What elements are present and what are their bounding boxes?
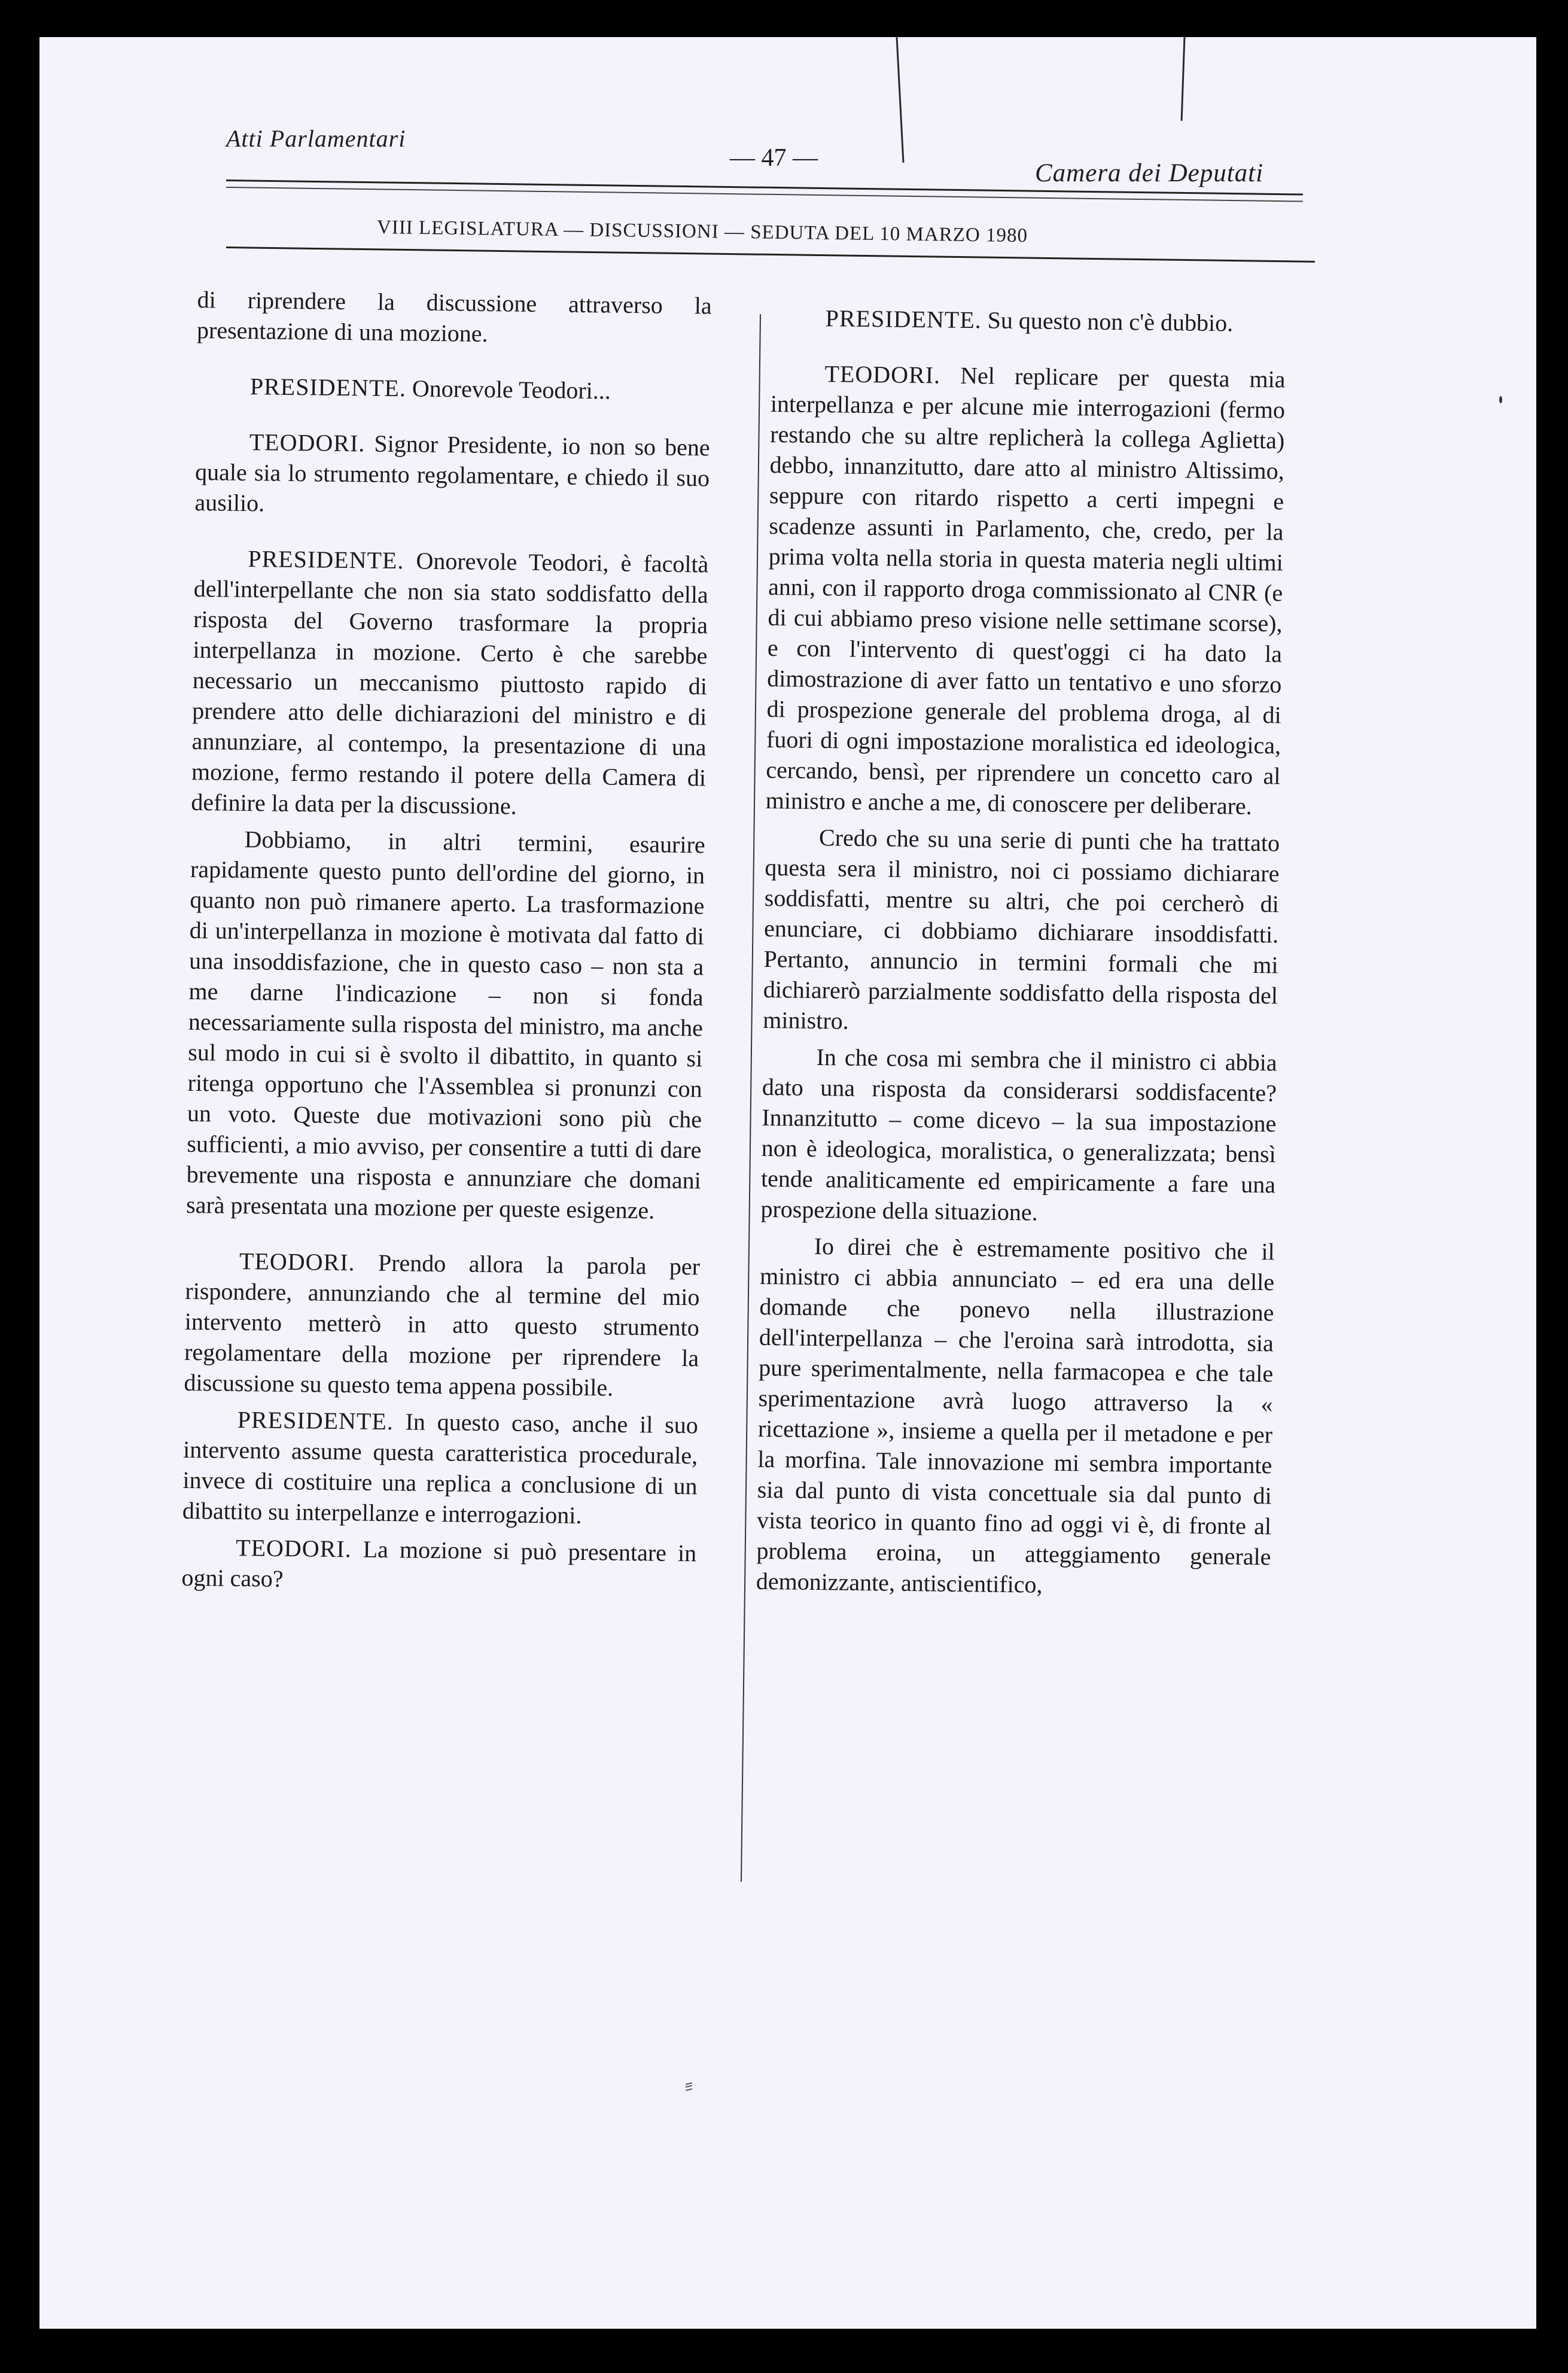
fold-mark (1181, 37, 1186, 121)
paragraph (181, 1532, 696, 1599)
speech-text: Su questo non c'è dubbio. (981, 306, 1234, 337)
paragraph (194, 426, 710, 524)
speaker-name: TEODORI. (239, 1247, 355, 1276)
speaker-name: PRESIDENTE. (249, 373, 407, 402)
speaker-name: TEODORI. (249, 428, 366, 457)
paragraph (191, 543, 709, 823)
paragraph (771, 302, 1286, 339)
paragraph (182, 1404, 698, 1532)
page-number: — 47 — (730, 144, 818, 172)
paragraph (196, 370, 711, 407)
speech-text: Prendo allora la parola per rispondere, annunziando che al termine del mio intervento metterò in atto questo strumento regolamentare della mozione per riprendere la discussione su questo tema appena possibile. (184, 1249, 701, 1401)
paragraph: Credo che su una serie di punti che ha trattato questa sera il ministro, noi ci possiamo dichiarare soddisfatti, mentre su altri, che poi cercherò di enunciare, ci dobbiamo dichiarare insoddisfatti. Pertanto, annuncio in termini formali che mi dichiarerò parzialmente soddisfatto della risposta del ministro. (763, 824, 1280, 1035)
fold-mark (896, 37, 905, 163)
speaker-name: TEODORI. (235, 1534, 352, 1563)
speaker-name: PRESIDENTE. (248, 545, 404, 574)
paragraph: di riprendere la discussione attraverso la presentazione di una mozione. (196, 285, 712, 347)
speech-text: Onorevole Teodori, è facoltà dell'interpellante che non sia stato soddisfatto della risposta del Governo trasformare la propria interpellanza in mozione. Certo è che sarebbe necessario un meccanismo piuttosto rapido di prendere atto delle dichiarazioni del ministro e di annunziare, al contempo, la presentazione di una mozione, fermo restando il potere della Camera di definire la data per la discussione. (191, 547, 709, 820)
speaker-name: PRESIDENTE. (237, 1405, 394, 1435)
paragraph (766, 358, 1286, 822)
speech-text: In questo caso, anche il suo intervento assume questa caratteristica procedurale, invece di costituire una replica a conclusione di un dibattito su interpellanze e interrogazioni. (182, 1408, 699, 1529)
speech-text: Signor Presidente, io non so bene quale sia lo strumento regolamentare, e chiedo il suo ausilio. (194, 430, 711, 517)
paragraph: Dobbiamo, in altri termini, esaurire rapidamente questo punto dell'ordine del giorno, in quanto non può rimanere aperto. La trasformazione di un'interpellanza in mozione è motivata dal fatto di una insoddisfazione, che in questo caso – non sta a me darne l'indicazione – non si fonda necessariamente sulla risposta del ministro, ma anche sul modo in cui si è svolto il dibattito, in quanto si ritenga opportuno che l'Assemblea si pronunzi con un voto. Queste due motivazioni sono più che sufficienti, a mio avviso, per consentire a tutti di dare brevemente una risposta e annunziare che domani sarà presentata una mozione per queste esigenze. (185, 826, 705, 1224)
handwritten-mark: ِ ٍ (686, 2062, 693, 2088)
right-column (756, 302, 1286, 1608)
speaker-name: TEODORI. (824, 360, 941, 389)
scan-speck (1499, 396, 1502, 403)
header-right: Camera dei Deputati (1035, 159, 1264, 187)
paragraph: Io direi che è estremamente positivo che il ministro ci abbia annunciato – ed era una delle domande che ponevo nella illustrazione dell'interpellanza – che l'eroina sarà introdotta, sia pure sperimentalmente, nella farmacopea e che tale sperimentazione avrà luogo attraverso la « ricettazione », insieme a quella per il metadone e per la morfina. Tale innovazione mi sembra importante sia dal punto di vista concettuale sia dal punto di vista teorico in quanto fino ad oggi vi è, di fronte al problema eroina, un atteggiamento generale demonizzante, antiscientifico, (756, 1232, 1275, 1598)
header-left: Atti Parlamentari (226, 125, 406, 152)
paragraph (184, 1245, 700, 1404)
speech-text: Onorevole Teodori... (406, 375, 611, 404)
speech-text: La mozione si può presentare in ogni caso? (181, 1535, 697, 1592)
paragraph: In che cosa mi sembra che il ministro ci abbia dato una risposta da considerarsi soddisfacente? Innanzitutto – come dicevo – la sua impostazione non è ideologica, moralistica, o generalizzata; bensì tende analiticamente ed empiricamente a fare una prospezione della situazione. (760, 1043, 1277, 1226)
left-column (181, 284, 712, 1605)
speech-text: Nel replicare per questa mia interpellanza e per alcune mie interrogazioni (fermo restando che su altre replicherà la collega Aglietta) debbo, innanzitutto, dare atto al ministro Altissimo, seppure con ritardo rispetto a certi impegni e scadenze assunti in Parlamento, che, credo, per la prima volta nella storia in questa materia negli ultimi anni, con il rapporto droga commissionato al CNR (e di cui abbiamo preso visione nelle settimane scorse), e con l'intervento di quest'oggi ci ha dato la dimostrazione di aver fatto un tentativo e uno sforzo di prospezione generale del problema droga, al di fuori di ogni impostazione moralistica ed ideologica, cercando, bensì, per riprendere un concetto caro al ministro e anche a me, di conoscere per deliberare. (765, 361, 1286, 820)
speaker-name: PRESIDENTE. (825, 305, 982, 334)
header-subtitle: VIII LEGISLATURA — DISCUSSIONI — SEDUTA DEL 10 MARZO 1980 (376, 217, 1028, 247)
